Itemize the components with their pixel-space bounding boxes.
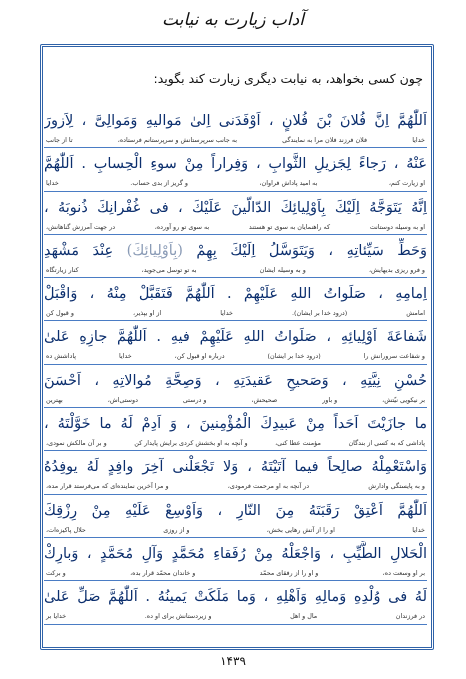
translation-gloss: و قبول کن — [46, 309, 74, 318]
translation-gloss: بهترین — [46, 395, 63, 404]
translation-gloss: و به پایستگی وادارش — [368, 482, 425, 491]
translation-gloss: پاداشش ده — [46, 352, 77, 361]
translation-gloss: خدایا بر — [46, 612, 67, 621]
verse-row — [44, 321, 427, 364]
arabic-line: اِنَّهُ یَتَوَجَّهُ اِلَیْكَ بِاَوْلِیائِكَ الدّالّینَ عَلَیْكَ ، فى غُفْرانِكَ ذُنوبَهُ ، — [44, 199, 427, 216]
persian-translation — [44, 524, 427, 536]
translation-gloss: و بر آن مالکش نمودی، — [46, 439, 107, 448]
translation-gloss: و شفاعت سرورانش را — [363, 352, 425, 361]
intro-line: چون کسی بخواهد، به نیابت دیگری زیارت کند بگوید: — [153, 71, 423, 86]
persian-translation — [44, 437, 427, 449]
translation-gloss: به امید پاداش فراوان، — [259, 179, 318, 188]
arabic-line: عَنْهُ ، رَجاءً لِجَزیلِ الثَّوابِ ، وَفِراراً مِنْ سوءِ الْحِسابِ . اَللّٰهُمَّ — [44, 156, 427, 173]
verse-row — [44, 105, 427, 148]
translation-gloss: که راهنمایان به سوی تو هستند — [248, 222, 330, 231]
verse-row — [44, 408, 427, 451]
translation-gloss: پاداشی که به کسی از بندگان — [348, 439, 425, 448]
translation-gloss: دوستی‌اش، — [107, 395, 138, 404]
translation-gloss: امامش — [406, 309, 425, 318]
persian-translation — [44, 134, 427, 146]
translation-gloss: خدایا — [46, 179, 59, 188]
persian-translation — [44, 394, 427, 406]
intro-paragraph — [48, 69, 423, 89]
translation-gloss: و زیردستانش برای او ده. — [144, 612, 212, 621]
persian-translation — [44, 307, 427, 319]
persian-translation — [44, 264, 427, 276]
arabic-line: شَفاعَةَ اَوْلِیائِهِ ، صَلَواتُ اللهِ عَلَیْهِمْ فیهِ . اَللّٰهُمَّ جازِهِ عَلىٰ — [44, 329, 427, 346]
translation-gloss: و برکت — [46, 568, 66, 577]
translation-gloss: او زیارت کنم، — [388, 179, 425, 188]
translation-gloss: و فرو ریزی بدیهایش، — [368, 265, 425, 274]
translation-gloss: به جانب سرپرستانش و سرپرستانم فرستاده، — [117, 136, 238, 144]
translation-gloss: و خاندان محمّد قرار بده، — [130, 568, 196, 577]
persian-translation — [44, 221, 427, 233]
alternate-reading: (بِاَوْلِیائِكَ) — [126, 242, 183, 259]
translation-gloss: و آنچه به او بخشش کردی برایش پایدار کن — [134, 439, 248, 448]
translation-gloss: و به وسیله ایشان — [259, 265, 306, 274]
translation-gloss: حلال پاکیزه‌ات، — [46, 525, 86, 534]
persian-translation — [44, 350, 427, 362]
verse-row — [44, 538, 427, 581]
arabic-line: الْحَلالِ الطَّیِّبِ ، وَاجْعَلْهُ مِنْ رُفَقاءِ مُحَمَّدٍ وَآلِ مُحَمَّدٍ ، وَبارِكْ — [44, 545, 427, 562]
persian-translation — [44, 480, 427, 492]
translation-gloss: در فرزندان — [395, 612, 425, 621]
translation-gloss: و او را از رفقای محمّد — [259, 568, 319, 577]
translation-gloss: و باور — [322, 395, 338, 404]
translation-gloss: فلان فرزند فلان مرا به نمایندگی — [282, 136, 368, 144]
translation-gloss: و مرا آخرین نماینده‌ای که می‌فرستد قرار مده، — [46, 482, 169, 491]
arabic-line: لَهُ فى وُلْدِهِ وَمالِهِ وَاَهْلِهِ ، وَما مَلَكَتْ یَمینُهُ . اَللّٰهُمَّ صَلِّ عَلىٰ — [44, 589, 427, 606]
verse-row — [44, 451, 427, 494]
line-rule — [44, 624, 427, 625]
translation-gloss: او را از آتش رهایی بخش، — [266, 525, 335, 534]
translation-gloss: خدایا — [220, 309, 234, 318]
arabic-line: حُسْنِ نِیَّتِهِ ، وَصَحیحِ عَقیدَتِهِ ، وَصِحَّةِ مُوالاتِهِ ، اَحْسَنَ — [44, 372, 427, 389]
arabic-line: اَللّٰهُمَّ اَعْتِقْ رَقَبَتَهُ مِنَ النّارِ ، وَاَوْسِعْ عَلَیْهِ مِنْ رِزْقِكَ — [44, 502, 427, 519]
translation-gloss: درباره او قبول کن، — [174, 352, 225, 361]
translation-gloss: تا از جانب — [46, 136, 73, 144]
verse-row — [44, 148, 427, 191]
persian-translation — [44, 177, 427, 189]
translation-gloss: خدایا — [118, 352, 132, 361]
page-number: ۱۴۳۹ — [220, 654, 246, 668]
arabic-line: اَللّٰهُمَّ اِنَّ فُلانَ بْنَ فُلانٍ ، اَوْفَدَنى اِلىٰ مَوالیهِ وَمَوالِىَّ ، لِاَزورَ — [44, 113, 427, 129]
persian-translation — [44, 610, 427, 622]
verse-row — [44, 192, 427, 235]
translation-gloss: و از روزی — [163, 525, 190, 534]
arabic-line: اِمامِهِ ، صَلَواتُ اللهِ عَلَیْهِمْ . اَللّٰهُمَّ فَتَقَبَّلْ مِنْهُ ، وَاقْبَلْ — [44, 286, 427, 303]
verse-row — [44, 495, 427, 538]
translation-gloss: در جهت آمرزش گناهانش، — [46, 222, 116, 231]
translation-gloss: او به وسیله دوستانت — [369, 222, 425, 231]
page-header-title: آداب زیارت به نیابت — [162, 10, 304, 30]
translation-gloss: بر او وسعت ده، — [382, 568, 425, 577]
translation-gloss: به سوی تو رو آورده، — [154, 222, 210, 231]
translation-gloss: خدایا — [412, 525, 425, 534]
verse-row — [44, 365, 427, 408]
translation-gloss: (درود خدا بر ایشان). — [292, 309, 348, 318]
translation-gloss: (درود خدا بر ایشان) — [267, 352, 321, 361]
translation-gloss: و گریز از بدی حساب. — [130, 179, 189, 188]
arabic-line: وَاسْتَعْمِلْهُ صالِحاً فیما آتَیْتَهُ ، وَلا تَجْعَلْنى آخِرَ وافِدٍ لَهُ یوفِدُهُ — [44, 459, 427, 476]
translation-gloss: خدایا — [412, 136, 425, 144]
translation-gloss: صحیحش، — [251, 395, 278, 404]
translation-gloss: از او بپذیر، — [132, 309, 162, 318]
translation-gloss: کنار زیارتگاه — [46, 265, 79, 274]
verse-row — [44, 235, 427, 278]
text-frame — [40, 44, 434, 650]
interlinear-rows — [44, 105, 427, 625]
translation-gloss: به تو توسل می‌جوید، — [141, 265, 197, 274]
translation-gloss: مؤمنت عطا کنی، — [275, 439, 321, 448]
arabic-line: ما جازَیْتَ اَحَداً مِنْ عَبیدِكَ الْمُؤْمِنینَ ، وَ اَدِمْ لَهُ ما خَوَّلْتَهُ ، — [44, 416, 427, 433]
translation-gloss: بر نیکویی نیّتش، — [382, 395, 425, 404]
translation-gloss: مال و اهل — [290, 612, 318, 621]
verse-row — [44, 581, 427, 624]
translation-gloss: و درستی — [182, 395, 207, 404]
arabic-line: وَحَطِّ سَیِّئاتِهِ ، وَیَتَوَسَّلُ اِلَیْكَ بِهِمْ (بِاَوْلِیائِكَ) عِنْدَ مَشْهَدِ — [44, 242, 427, 259]
persian-translation — [44, 567, 427, 579]
verse-row — [44, 278, 427, 321]
translation-gloss: در آنچه به او مرحمت فرمودی، — [227, 482, 310, 491]
